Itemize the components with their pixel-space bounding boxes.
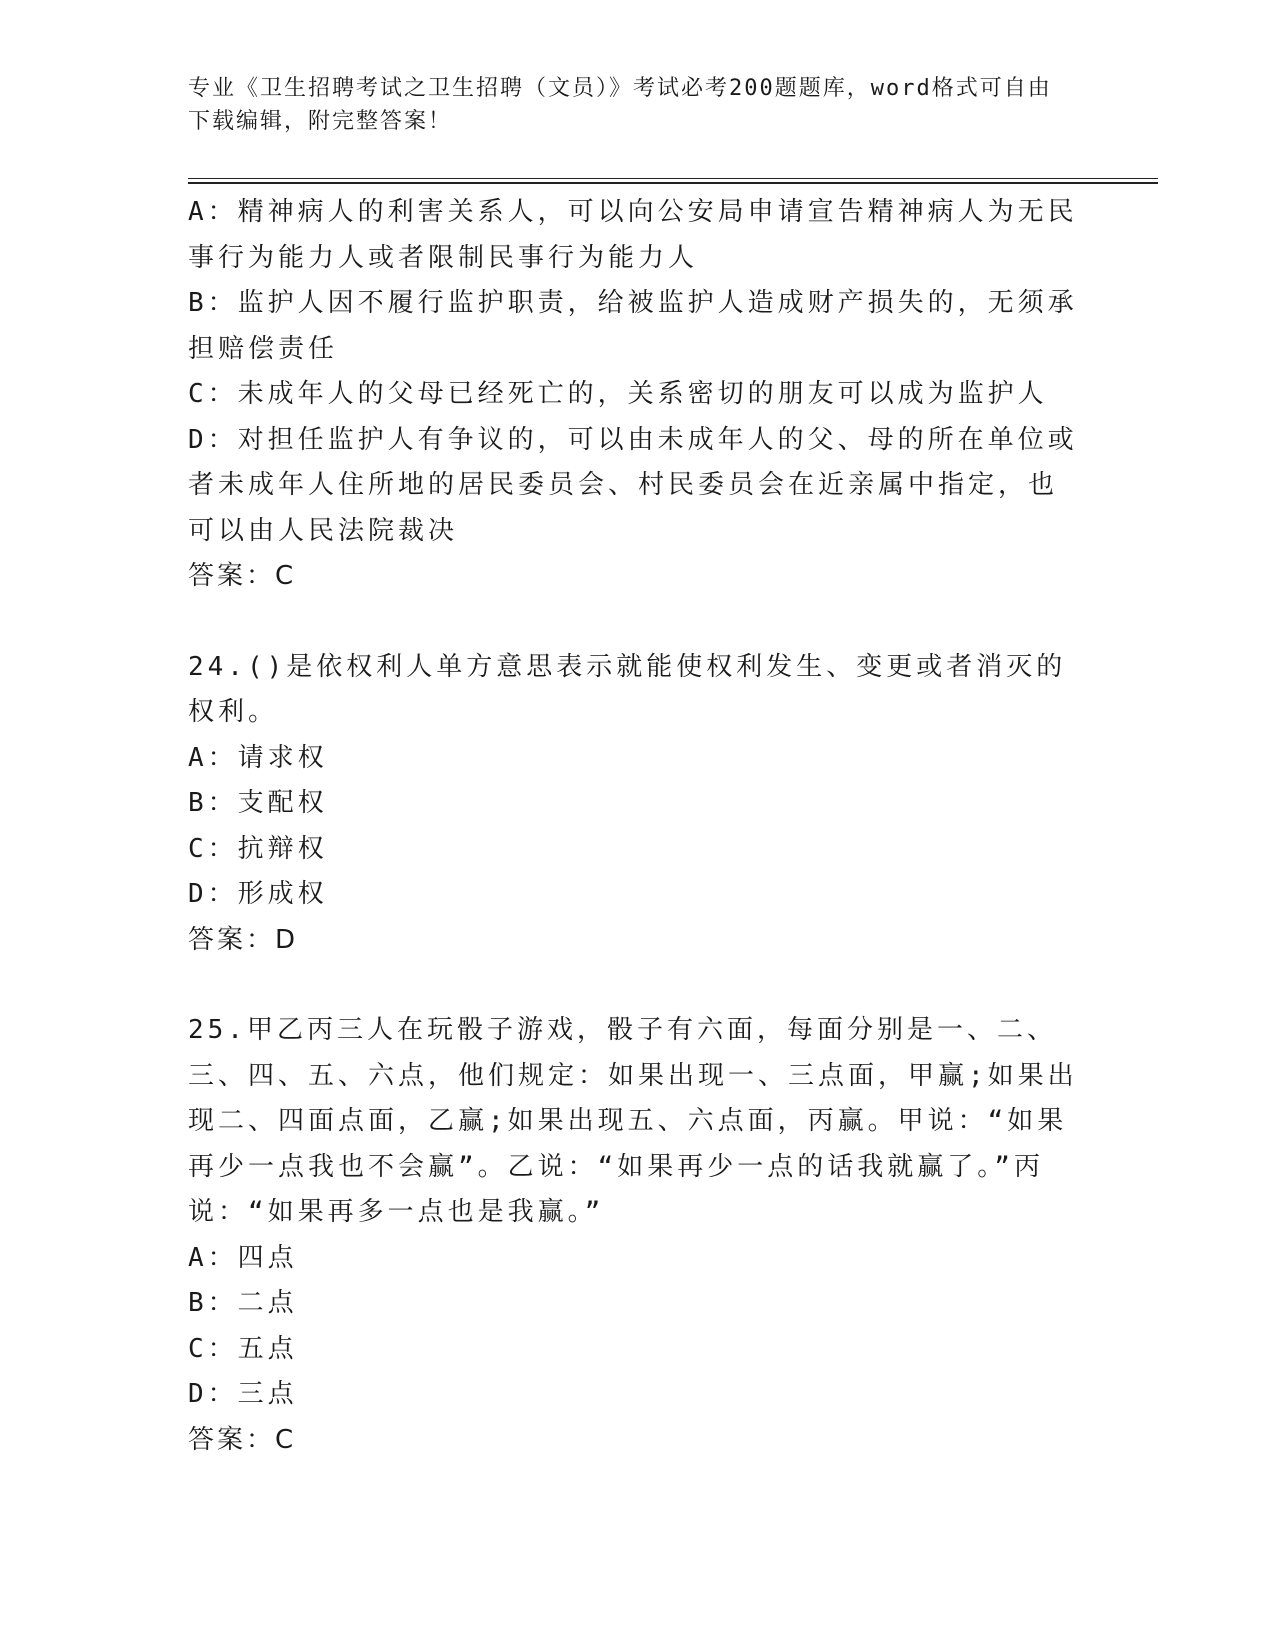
answer: 答案：C: [188, 1424, 297, 1455]
option-a: A：精神病人的利害关系人，可以向公安局申请宣告精神病人为无民事行为能力人或者限制民事行为能力人: [188, 197, 1078, 273]
question-24: [188, 645, 1078, 964]
answer: 答案：C: [188, 561, 297, 591]
option-c: C：五点: [188, 1333, 298, 1364]
option-c: C：未成年人的父母已经死亡的，关系密切的朋友可以成为监护人: [188, 379, 1048, 409]
question-25: [188, 1008, 1078, 1463]
option-d: D：三点: [188, 1379, 298, 1409]
option-b: B：支配权: [188, 788, 328, 818]
option-d: D：形成权: [188, 879, 328, 909]
option-a: A：四点: [188, 1242, 298, 1273]
option-b: B：二点: [188, 1288, 298, 1318]
option-d: D：对担任监护人有争议的，可以由未成年人的父、母的所在单位或者未成年人住所地的居民委员会、村民委员会在近亲属中指定，也可以由人民法院裁决: [188, 424, 1078, 546]
option-c: C：抗辩权: [188, 833, 328, 864]
option-b: B：监护人因不履行监护职责，给被监护人造成财产损失的，无须承担赔偿责任: [188, 288, 1078, 364]
question-stem: 25.甲乙丙三人在玩骰子游戏，骰子有六面，每面分别是一、二、三、四、五、六点，他们规定：如果出现一、三点面，甲赢;如果出现二、四面点面，乙赢;如果出现五、六点面，丙赢。甲说：“如果再少一点我也不会赢”。乙说：“如果再少一点的话我就赢了。”丙说：“如果再多一点也是我赢。”: [188, 1015, 1078, 1227]
question-23: [188, 190, 1078, 600]
option-a: A：请求权: [188, 742, 328, 773]
header-divider: [188, 178, 1158, 184]
answer: 答案：D: [188, 924, 299, 955]
question-content: [188, 190, 1078, 1463]
question-stem: 24.()是依权利人单方意思表示就能使权利发生、变更或者消灭的权利。: [188, 651, 1067, 727]
document-header: 专业《卫生招聘考试之卫生招聘（文员）》考试必考200题题库，word格式可自由下载编辑，附完整答案！: [188, 76, 1052, 134]
